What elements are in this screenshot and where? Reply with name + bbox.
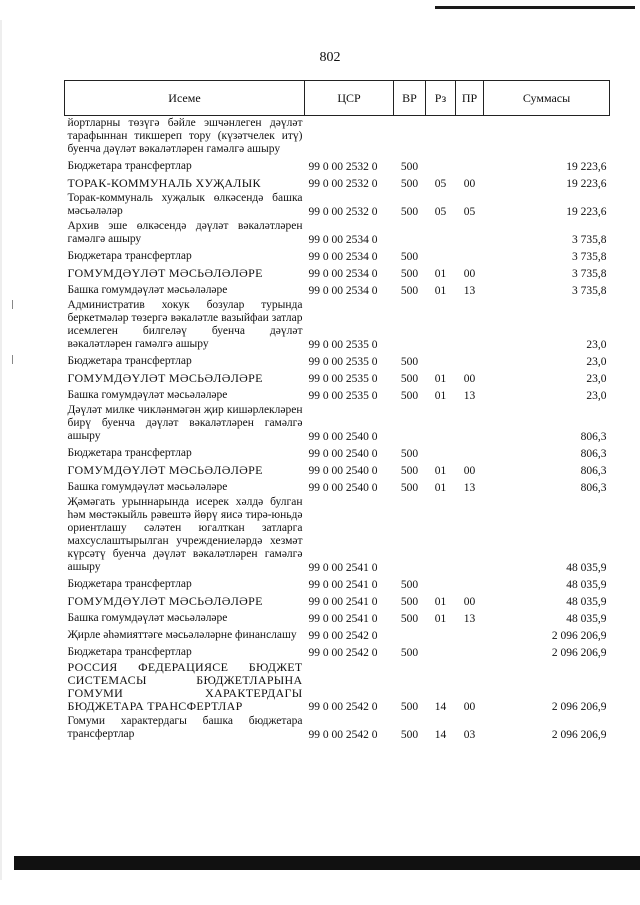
header-pr: ПР	[456, 81, 484, 116]
row-vr	[394, 298, 426, 352]
row-pr: 13	[463, 613, 476, 625]
row-pr	[456, 495, 484, 575]
row-vr	[394, 495, 426, 575]
row-name: Бюджетара трансфертлар	[67, 646, 192, 658]
row-vr: 500	[400, 448, 419, 460]
row-name: ГОМУМДӘҮЛӘТ МӘСЬӘЛӘЛӘРЕ	[67, 371, 263, 385]
header-name: Исеме	[65, 81, 305, 116]
row-rz: 01	[434, 390, 447, 402]
row-vr: 500	[400, 596, 419, 608]
row-pr: 13	[463, 482, 476, 494]
table-row	[65, 191, 610, 219]
row-sum: 2 096 206,9	[551, 729, 607, 741]
row-sum: 806,3	[580, 448, 607, 460]
row-pr: 00	[463, 268, 476, 280]
row-pr	[456, 116, 484, 158]
table-row	[65, 714, 610, 742]
table-row	[65, 157, 610, 174]
table-row	[65, 219, 610, 247]
table-row	[65, 298, 610, 352]
row-rz: 01	[434, 613, 447, 625]
row-pr: 13	[463, 285, 476, 297]
row-name: ГОМУМДӘҮЛӘТ МӘСЬӘЛӘЛӘРЕ	[67, 463, 263, 477]
row-csr: 99 0 00 2541 0	[308, 596, 378, 608]
header-rz: Рз	[426, 81, 456, 116]
row-sum: 2 096 206,9	[551, 701, 607, 713]
row-sum: 806,3	[580, 465, 607, 477]
row-pr	[456, 575, 484, 592]
row-pr: 03	[463, 729, 476, 741]
row-csr: 99 0 00 2534 0	[308, 268, 378, 280]
row-pr	[456, 219, 484, 247]
row-sum: 23,0	[586, 339, 607, 351]
row-name: Башка гомумдәүләт мәсьәләләре	[67, 481, 228, 493]
row-csr: 99 0 00 2535 0	[308, 390, 378, 402]
row-rz	[426, 352, 456, 369]
row-vr: 500	[400, 178, 419, 190]
row-pr: 05	[463, 206, 476, 218]
row-vr	[394, 626, 426, 643]
row-csr: 99 0 00 2540 0	[308, 482, 378, 494]
row-vr: 500	[400, 613, 419, 625]
row-pr: 00	[463, 701, 476, 713]
table-row	[65, 660, 610, 714]
row-csr: 99 0 00 2532 0	[308, 161, 378, 173]
row-name: ГОМУМДӘҮЛӘТ МӘСЬӘЛӘЛӘРЕ	[67, 594, 263, 608]
row-name: йортларны төзүгә бәйле эшчәнлеген дәүләт тарафыннан тикшереп тору (күзәтчелек итү) буенча дәүләт вәкаләтләрен гамәлгә ашыру	[67, 117, 303, 155]
row-vr: 500	[400, 482, 419, 494]
row-sum: 2 096 206,9	[551, 647, 607, 659]
row-rz	[426, 495, 456, 575]
row-name: Гомуми характердагы башка бюджетара трансфертлар	[67, 715, 303, 740]
row-sum: 19 223,6	[566, 178, 607, 190]
row-name: Бюджетара трансфертлар	[67, 578, 192, 590]
row-pr	[456, 626, 484, 643]
table-row	[65, 626, 610, 643]
table-row	[65, 281, 610, 298]
table-row	[65, 643, 610, 660]
table-row	[65, 495, 610, 575]
row-sum: 48 035,9	[566, 579, 607, 591]
row-vr: 500	[400, 161, 419, 173]
row-rz	[426, 247, 456, 264]
table-row	[65, 264, 610, 281]
scan-left-edge	[0, 20, 2, 880]
row-vr: 500	[400, 356, 419, 368]
row-csr: 99 0 00 2535 0	[308, 339, 378, 351]
header-csr: ЦСР	[305, 81, 394, 116]
table-row	[65, 247, 610, 264]
row-vr: 500	[400, 373, 419, 385]
row-pr	[456, 403, 484, 444]
table-row	[65, 575, 610, 592]
row-rz: 01	[434, 596, 447, 608]
row-name: Башка гомумдәүләт мәсьәләләре	[67, 284, 228, 296]
row-name: Бюджетара трансфертлар	[67, 355, 192, 367]
row-rz	[426, 157, 456, 174]
row-rz: 14	[434, 729, 447, 741]
row-name: Башка гомумдәүләт мәсьәләләре	[67, 612, 228, 624]
row-sum: 806,3	[580, 482, 607, 494]
table-row	[65, 369, 610, 386]
row-sum: 48 035,9	[566, 562, 607, 574]
row-pr	[456, 444, 484, 461]
row-vr: 500	[400, 465, 419, 477]
row-pr	[456, 352, 484, 369]
row-vr: 500	[400, 390, 419, 402]
row-vr: 500	[400, 206, 419, 218]
row-pr	[456, 298, 484, 352]
row-name: Бюджетара трансфертлар	[67, 250, 192, 262]
row-rz	[426, 403, 456, 444]
row-sum: 48 035,9	[566, 613, 607, 625]
row-csr: 99 0 00 2534 0	[308, 234, 378, 246]
row-rz: 01	[434, 482, 447, 494]
budget-table	[64, 80, 610, 742]
row-csr: 99 0 00 2534 0	[308, 285, 378, 297]
table-row	[65, 403, 610, 444]
row-name: Архив эше өлкәсендә дәүләт вәкаләтләрен гамәлгә ашыру	[67, 220, 303, 245]
row-name: Бюджетара трансфертлар	[67, 447, 192, 459]
row-vr: 500	[400, 579, 419, 591]
row-csr: 99 0 00 2535 0	[308, 356, 378, 368]
scan-bottom-bar	[14, 856, 640, 870]
row-name: Җирле әһәмияттәге мәсьәләләрне финанслашу	[67, 629, 297, 641]
row-csr: 99 0 00 2540 0	[308, 448, 378, 460]
table-header-row	[65, 81, 610, 116]
row-sum: 2 096 206,9	[551, 630, 607, 642]
row-rz: 05	[434, 206, 447, 218]
row-name: Торак-коммуналь хуҗалык өлкәсендә башка мәсьәләләр	[67, 192, 303, 217]
row-name: ТОРАК-КОММУНАЛЬ ХУҖАЛЫК	[67, 176, 261, 190]
row-pr: 13	[463, 390, 476, 402]
row-name: Административ хокук бозулар турында беркетмәләр төзергә вәкаләтле вазыйфаи затлар исемлеген билгеләү буенча дәүләт вәкаләтләрен гамәлгә ашыру	[67, 299, 303, 350]
row-vr: 500	[400, 701, 419, 713]
row-name: ГОМУМДӘҮЛӘТ МӘСЬӘЛӘЛӘРЕ	[67, 266, 263, 280]
row-sum: 19 223,6	[566, 206, 607, 218]
row-pr: 00	[463, 178, 476, 190]
row-pr: 00	[463, 373, 476, 385]
row-name: Бюджетара трансфертлар	[67, 160, 192, 172]
row-name: Җәмәгать урыннарында исерек хәлдә булган һәм мөстәкыйль рәвештә йөрү яисә тирә-юньдә ориентлашу сәләтен югалткан затларга махсуслаштырылган учреждениеләрдә хезмәт күрсәтү буенча дәүләт вәкаләтләрен гамәлгә ашыру	[67, 496, 303, 573]
row-vr	[394, 219, 426, 247]
row-rz	[426, 444, 456, 461]
row-rz: 14	[434, 701, 447, 713]
table-row	[65, 386, 610, 403]
row-rz	[426, 298, 456, 352]
row-pr	[456, 157, 484, 174]
row-sum: 3 735,8	[572, 268, 607, 280]
row-vr: 500	[400, 268, 419, 280]
row-vr: 500	[400, 729, 419, 741]
row-sum: 19 223,6	[566, 161, 607, 173]
row-csr: 99 0 00 2532 0	[308, 178, 378, 190]
row-vr	[394, 116, 426, 158]
table-row	[65, 352, 610, 369]
row-rz: 05	[434, 178, 447, 190]
row-csr: 99 0 00 2540 0	[308, 431, 378, 443]
row-csr: 99 0 00 2542 0	[308, 647, 378, 659]
row-rz	[426, 575, 456, 592]
page-number: 802	[319, 50, 341, 65]
table-row	[65, 461, 610, 478]
row-csr: 99 0 00 2532 0	[308, 206, 378, 218]
table-row	[65, 116, 610, 158]
table-body	[65, 116, 610, 743]
row-sum	[484, 116, 610, 158]
row-rz	[426, 219, 456, 247]
row-csr: 99 0 00 2542 0	[308, 729, 378, 741]
row-vr	[394, 403, 426, 444]
table-row	[65, 174, 610, 191]
margin-mark	[12, 355, 13, 364]
row-pr: 00	[463, 465, 476, 477]
row-pr	[456, 247, 484, 264]
margin-mark	[12, 300, 13, 309]
row-csr: 99 0 00 2541 0	[308, 562, 378, 574]
row-rz: 01	[434, 465, 447, 477]
table-row	[65, 444, 610, 461]
row-sum: 23,0	[586, 390, 607, 402]
row-rz: 01	[434, 285, 447, 297]
row-csr: 99 0 00 2541 0	[308, 579, 378, 591]
row-csr: 99 0 00 2542 0	[308, 630, 378, 642]
row-sum: 3 735,8	[572, 285, 607, 297]
header-vr: ВР	[394, 81, 426, 116]
row-csr	[305, 116, 394, 158]
table-row	[65, 478, 610, 495]
row-csr: 99 0 00 2541 0	[308, 613, 378, 625]
row-sum: 806,3	[580, 431, 607, 443]
row-name: РОССИЯ ФЕДЕРАЦИЯСЕ БЮДЖЕТ СИСТЕМАСЫ БЮДЖЕТЛАРЫНА ГОМУМИ ХАРАКТЕРДАГЫ БЮДЖЕТАРА ТРАНСФЕРТЛАР	[67, 660, 303, 713]
row-rz	[426, 626, 456, 643]
row-rz	[426, 643, 456, 660]
row-csr: 99 0 00 2542 0	[308, 701, 378, 713]
row-sum: 23,0	[586, 373, 607, 385]
row-pr	[456, 643, 484, 660]
row-rz: 01	[434, 268, 447, 280]
row-sum: 48 035,9	[566, 596, 607, 608]
row-name: Дәүләт милке чикләнмәгән җир кишәрлекләрен бирү буенча дәүләт вәкаләтләрен гамәлгә ашыру	[67, 404, 303, 442]
table-row	[65, 609, 610, 626]
row-sum: 3 735,8	[572, 234, 607, 246]
row-rz	[426, 116, 456, 158]
header-sum: Суммасы	[484, 81, 610, 116]
row-pr: 00	[463, 596, 476, 608]
row-csr: 99 0 00 2534 0	[308, 251, 378, 263]
table-row	[65, 592, 610, 609]
row-rz: 01	[434, 373, 447, 385]
row-vr: 500	[400, 285, 419, 297]
row-sum: 23,0	[586, 356, 607, 368]
top-rule	[435, 6, 635, 9]
row-csr: 99 0 00 2540 0	[308, 465, 378, 477]
row-vr: 500	[400, 251, 419, 263]
row-name: Башка гомумдәүләт мәсьәләләре	[67, 389, 228, 401]
row-sum: 3 735,8	[572, 251, 607, 263]
row-csr: 99 0 00 2535 0	[308, 373, 378, 385]
row-vr: 500	[400, 647, 419, 659]
